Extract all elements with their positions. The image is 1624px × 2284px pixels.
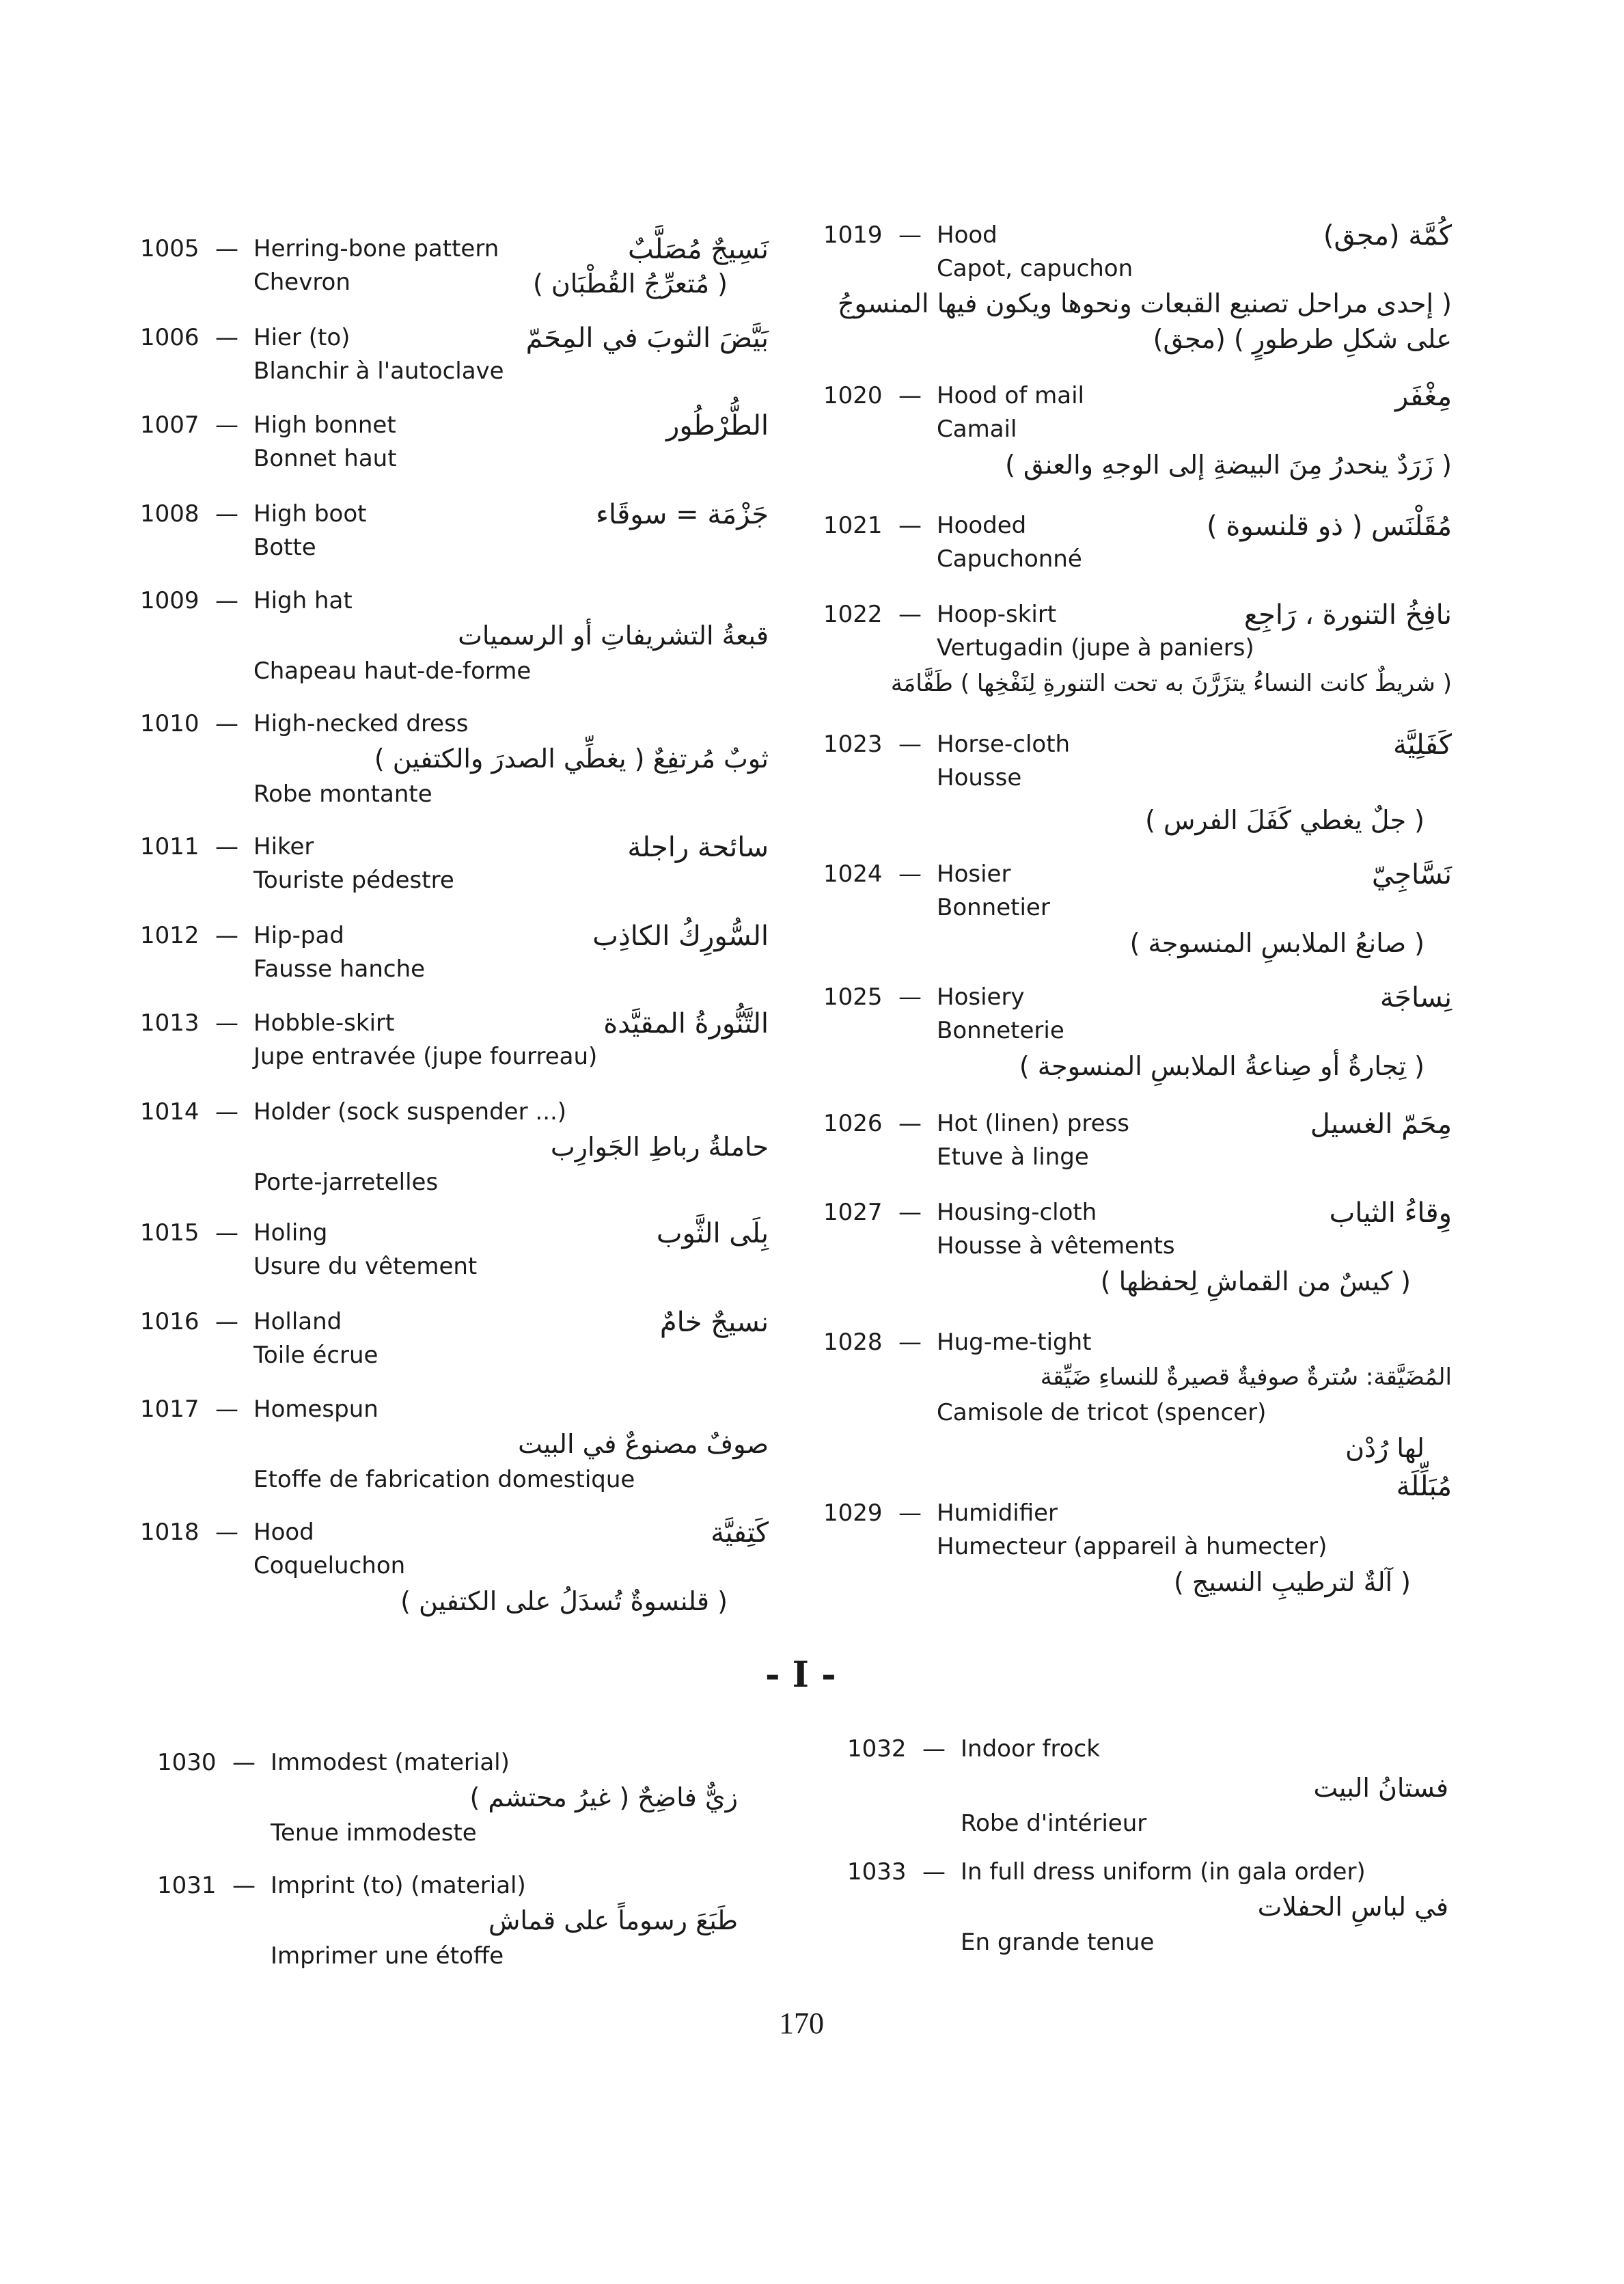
dash: — [215,324,238,351]
entry-number: 1026 [823,1110,883,1137]
entry-1020 [823,379,1452,483]
dash: — [898,512,922,539]
english-term: Hiker [253,833,314,860]
entry-number: 1016 [140,1308,199,1335]
arabic-term: بِلَى الثَّوب [656,1218,769,1249]
arabic-term: وِقاءُ الثياب [1329,1197,1452,1229]
entry-number: 1033 [847,1858,907,1886]
french-term: Humecteur (appareil à humecter) [937,1533,1327,1560]
arabic-gloss: طَبَعَ رسوماً على قماش [488,1905,738,1935]
english-term: Hosiery [937,983,1025,1011]
entry-1024 [823,858,1452,962]
entry-1023 [823,728,1452,839]
dash: — [898,983,922,1011]
arabic-gloss: حاملةُ رباطِ الجَوارِب [550,1132,769,1162]
entry-number: 1019 [823,221,883,249]
arabic-term: التَّنُّورةُ المقيَّدة [603,1008,769,1039]
dash: — [898,731,922,758]
entry-1011 [140,830,769,897]
entry-1005 [140,232,769,299]
entry-number: 1023 [823,731,883,758]
arabic-term: الطُّرْطُور [666,410,769,441]
english-term: Holland [253,1308,342,1335]
english-term: Hobble-skirt [253,1009,395,1037]
entry-number: 1020 [823,382,883,409]
french-term: Blanchir à l'autoclave [253,357,504,385]
english-term: Hood [253,1519,314,1546]
french-term: En grande tenue [961,1929,1155,1956]
dash: — [215,1219,238,1247]
entry-number: 1032 [847,1735,907,1763]
entry-1008 [140,498,769,565]
entry-number: 1022 [823,601,883,628]
entry-number: 1013 [140,1009,199,1037]
dash: — [215,235,238,262]
entry-1014 [140,1096,769,1199]
french-term: Housse [937,764,1022,791]
entry-1007 [140,409,769,476]
arabic-term: سائحة راجلة [627,832,769,863]
dash: — [215,710,238,737]
english-term: Imprint (to) (material) [271,1872,526,1899]
arabic-term: مُبَلِّلَة [1396,1471,1452,1502]
french-term: Botte [253,534,316,561]
french-term: Bonnetier [937,894,1050,921]
arabic-term: نسيجٌ خامٌ [659,1307,769,1338]
entry-number: 1021 [823,512,883,539]
english-term: High hat [253,587,353,614]
entry-1022 [823,598,1452,702]
french-term: Vertugadin (jupe à paniers) [937,634,1254,662]
french-term: Imprimer une étoffe [271,1942,504,1970]
french-term: Coqueluchon [253,1552,406,1579]
arabic-gloss: زيٌّ فاضِحٌ ( غيرُ محتشم ) [469,1782,738,1812]
arabic-gloss: ( جلٌ يغطي كَفَلَ الفرس ) [1145,805,1425,835]
dash: — [898,860,922,888]
dash: — [215,833,238,860]
dash: — [215,1396,238,1423]
entry-1009 [140,584,769,688]
french-term: Bonneterie [937,1017,1064,1044]
dash: — [898,601,922,628]
dash: — [215,1009,238,1037]
arabic-term: جَزْمَة = سوقَاء [596,499,769,530]
entry-1019 [823,219,1452,357]
french-term: Porte-jarretelles [253,1169,439,1196]
dash: — [898,1329,922,1356]
english-term: High bonnet [253,411,396,439]
arabic-term: نَسِيجٌ مُصَلَّبٌ [627,234,769,265]
entry-1016 [140,1305,769,1372]
english-term: Hoop-skirt [937,601,1057,628]
dash: — [232,1749,256,1776]
entry-number: 1006 [140,324,199,351]
entry-number: 1018 [140,1519,199,1546]
entry-1031 [157,1869,786,1973]
arabic-gloss: ( إحدى مراحل تصنيع القبعات ونحوها ويكون فيها المنسوجُ على شكلِ طرطورٍ ) (مجق) [837,288,1452,354]
entry-number: 1031 [157,1872,217,1899]
arabic-term: المُضَيَّقة: سُترةٌ صوفيةٌ قصيرةٌ للنساءِ ضَيِّقة [1040,1363,1452,1391]
english-term: Holder (sock suspender ...) [253,1098,567,1126]
arabic-gloss: ( صانعُ الملابسِ المنسوجة ) [1129,928,1425,958]
entry-1028 [823,1326,1452,1467]
french-term: Camail [937,416,1017,443]
entry-1006 [140,321,769,388]
entry-1021 [823,509,1452,576]
arabic-term: مُقَلْنَس ( ذو قلنسوة ) [1207,511,1452,542]
arabic-term: السُّورِكُ الكاذِب [592,921,769,952]
entry-1015 [140,1216,769,1283]
arabic-gloss: فستانُ البيت [1313,1773,1448,1803]
english-term: Hooded [937,512,1027,539]
french-term: Camisole de tricot (spencer) [937,1399,1267,1426]
english-term: Herring-bone pattern [253,235,499,262]
entry-number: 1007 [140,411,199,439]
french-term: Toile écrue [253,1342,379,1369]
entry-number: 1008 [140,500,199,528]
entry-number: 1028 [823,1329,883,1356]
entry-number: 1015 [140,1219,199,1247]
arabic-gloss: صوفٌ مصنوعٌ في البيت [518,1429,769,1459]
arabic-gloss: قبعةُ التشريفاتِ أو الرسميات [458,621,769,651]
arabic-term: كَفَلِيَّة [1392,729,1452,761]
english-term: Hug-me-tight [937,1329,1092,1356]
english-term: Hip-pad [253,922,344,949]
french-term: Capot, capuchon [937,255,1133,282]
arabic-gloss: ( مُتعرِّجُ القُطْبَان ) [532,269,728,299]
arabic-term: مِحَمّ الغسيل [1310,1109,1452,1140]
entry-number: 1029 [823,1499,883,1527]
dash: — [215,1098,238,1126]
entry-1032 [847,1732,1476,1840]
entry-number: 1014 [140,1098,199,1126]
entry-1012 [140,919,769,986]
entry-number: 1027 [823,1199,883,1226]
dash: — [215,1519,238,1546]
entry-number: 1010 [140,710,199,737]
french-term: Chapeau haut-de-forme [253,657,532,685]
entry-1027 [823,1196,1452,1300]
entry-number: 1005 [140,235,199,262]
french-term: Usure du vêtement [253,1253,478,1280]
french-term: Robe montante [253,780,432,808]
dash: — [232,1872,256,1899]
dash: — [898,1199,922,1226]
english-term: High boot [253,500,367,528]
dash: — [215,500,238,528]
arabic-gloss: ( كيسٌ من القماشِ لِحفظها ) [1100,1266,1411,1296]
french-term: Housse à vêtements [937,1232,1175,1260]
dash: — [215,922,238,949]
entry-number: 1009 [140,587,199,614]
entry-1029 [823,1471,1452,1601]
entry-number: 1024 [823,860,883,888]
english-term: Hot (linen) press [937,1110,1129,1137]
dash: — [898,1110,922,1137]
french-term: Bonnet haut [253,445,397,472]
arabic-term: نَسَّاجِيّ [1371,859,1452,891]
entry-1013 [140,1007,769,1074]
english-term: Holing [253,1219,328,1247]
arabic-gloss: ( زَرَدٌ ينحدرُ مِنَ البيضةِ إلى الوجهِ والعنق ) [1005,450,1452,480]
arabic-term: نِساجَة [1379,982,1452,1014]
english-term: Hosier [937,860,1011,888]
entry-number: 1025 [823,983,883,1011]
entry-1030 [157,1746,786,1850]
dash: — [898,382,922,409]
french-term: Chevron [253,269,350,296]
arabic-gloss: ( شريطٌ كانت النساءُ يتزَرَّنَ به تحت التنورةِ لِنَفْخِها ) طَفَّامَة [890,670,1452,697]
page-number: 170 [779,2007,824,2040]
dash: — [215,1308,238,1335]
french-term: Capuchonné [937,545,1082,573]
dash: — [898,1499,922,1527]
french-term: Etuve à linge [937,1143,1089,1171]
entry-1026 [823,1107,1452,1174]
entry-number: 1017 [140,1396,199,1423]
arabic-term: كَتِفيَّة [711,1517,769,1549]
english-term: Hier (to) [253,324,350,351]
entry-1033 [847,1855,1476,1959]
dash: — [922,1735,946,1763]
entry-1017 [140,1393,769,1497]
dash: — [898,221,922,249]
arabic-term: نافِخُ التنورة ، رَاجِع [1243,599,1452,631]
section-letter: - I - [765,1654,836,1696]
entry-number: 1012 [140,922,199,949]
french-term: Touriste pédestre [253,867,454,894]
english-term: Indoor frock [961,1735,1100,1763]
french-term: Fausse hanche [253,955,426,983]
arabic-gloss: في لباسِ الحفلات [1257,1892,1448,1922]
arabic-term: مِغْفَر [1394,381,1452,412]
entry-1010 [140,707,769,811]
entry-1018 [140,1516,769,1620]
arabic-gloss: ( تِجارةُ أو صِناعةُ الملابسِ المنسوجة ) [1019,1051,1425,1081]
entry-number: 1030 [157,1749,217,1776]
dash: — [215,587,238,614]
arabic-gloss: ( قلنسوةٌ تُسدَلُ على الكتفين ) [400,1586,728,1616]
english-term: Homespun [253,1396,379,1423]
arabic-term: كُمَّة (مجق) [1323,220,1452,251]
arabic-gloss: ( آلةٌ لترطيبِ النسيج ) [1173,1567,1411,1597]
english-term: Immodest (material) [271,1749,510,1776]
french-term: Jupe entravée (jupe fourreau) [253,1043,598,1070]
arabic-term: بَيَّضَ الثوبَ في المِحَمّ [525,323,769,354]
arabic-gloss: ثوبٌ مُرتفِعٌ ( يغطِّي الصدرَ والكتفين ) [374,744,769,774]
dash: — [215,411,238,439]
english-term: In full dress uniform (in gala order) [961,1858,1366,1886]
english-term: Housing-cloth [937,1199,1097,1226]
entry-1025 [823,981,1452,1085]
french-term: Tenue immodeste [271,1819,477,1847]
arabic-gloss: لها رُدْن [1345,1433,1425,1463]
dash: — [922,1858,946,1886]
english-term: Hood [937,221,997,249]
entry-number: 1011 [140,833,199,860]
french-term: Etoffe de fabrication domestique [253,1466,635,1493]
english-term: Humidifier [937,1499,1058,1527]
french-term: Robe d'intérieur [961,1810,1147,1837]
english-term: Hood of mail [937,382,1084,409]
english-term: High-necked dress [253,710,469,737]
english-term: Horse-cloth [937,731,1071,758]
